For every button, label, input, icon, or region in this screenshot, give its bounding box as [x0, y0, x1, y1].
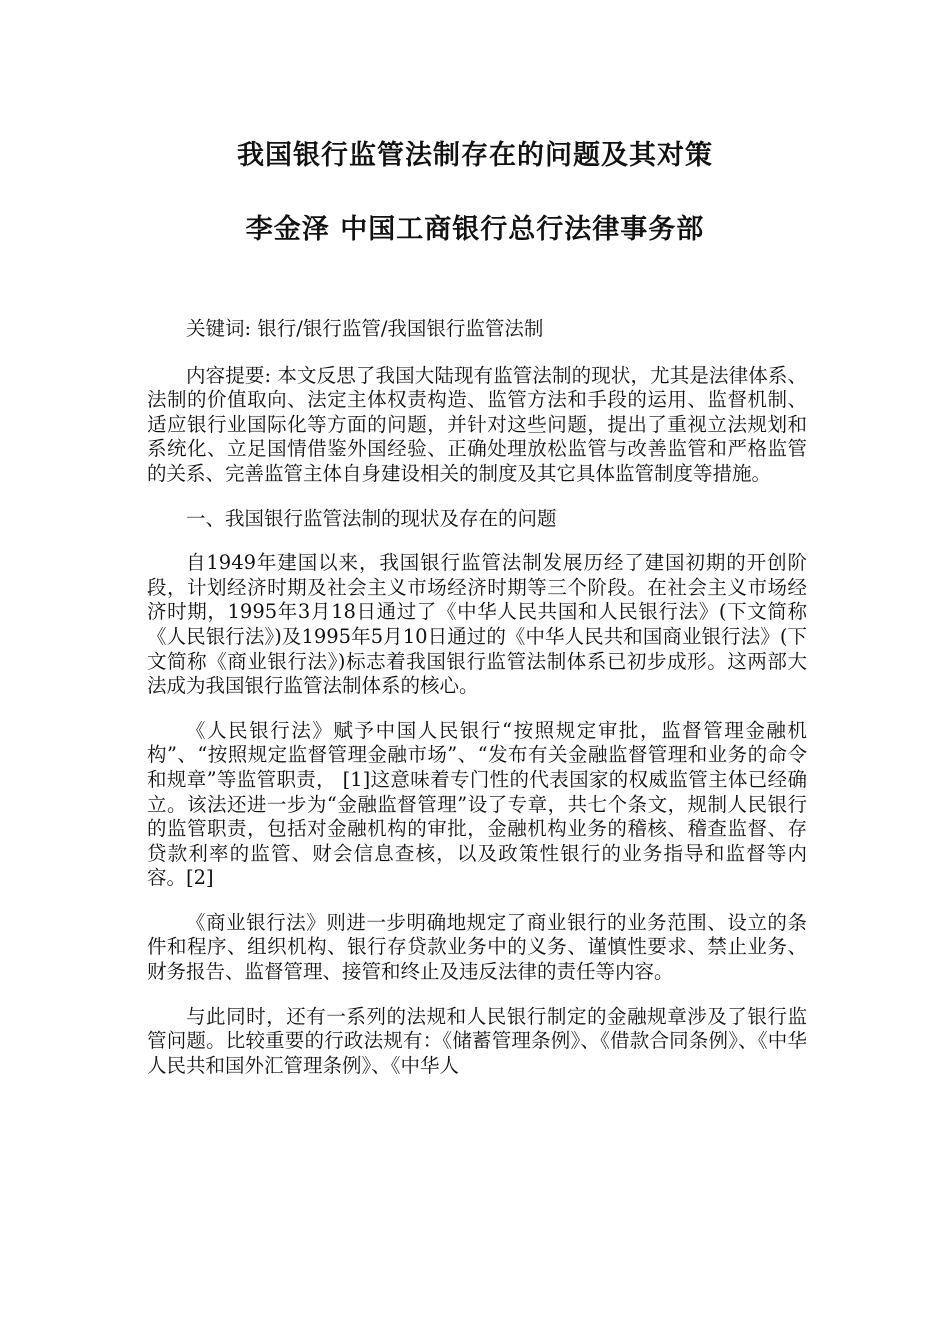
- document-body: [147, 317, 807, 1098]
- abstract-paragraph: 内容提要: 本文反思了我国大陆现有监管法制的现状，尤其是法律体系、法制的价值取向、法定主体权责构造、监管方法和手段的运用、监督机制、适应银行业国际化等方面的问题，并针对这些问题，提出了重视立法规划和系统化、立足国情借鉴外国经验、正确处理放松监管与改善监管和严格监管的关系、完善监管主体自身建设相关的制度及其它具体监管制度等措施。: [147, 363, 807, 485]
- keywords-paragraph: 关键词: 银行/银行监管/我国银行监管法制: [186, 317, 544, 340]
- author-line: 李金泽 中国工商银行总行法律事务部: [245, 214, 705, 245]
- section-heading: 一、我国银行监管法制的现状及存在的问题: [186, 506, 557, 530]
- body-paragraph: 与此同时，还有一系列的法规和人民银行制定的金融规章涉及了银行监管问题。比较重要的行政法规有：《储蓄管理条例》、《借款合同条例》、《中华人民共和国外汇管理条例》、《中华人: [147, 1004, 807, 1077]
- body-paragraph: 自1949年建国以来，我国银行监管法制发展历经了建国初期的开创阶段，计划经济时期及社会主义市场经济时期等三个阶段。在社会主义市场经济时期，1995年3月18日通过了《中华人民共国和人民银行法》(下文简称《人民银行法》)及1995年5月10日通过的《中华人民共和国商业银行法》(下文简称《商业银行法》)标志着我国银行监管法制体系已初步成形。这两部大法成为我国银行监管法制体系的核心。: [147, 551, 807, 698]
- document-title: 我国银行监管法制存在的问题及其对策: [237, 140, 713, 171]
- body-paragraph: 《商业银行法》则进一步明确地规定了商业银行的业务范围、设立的条件和程序、组织机构、银行存贷款业务中的义务、谨慎性要求、禁止业务、财务报告、监督管理、接管和终止及违反法律的责任等内容。: [147, 910, 807, 984]
- body-paragraph: 《人民银行法》赋予中国人民银行“按照规定审批，监督管理金融机构”、“按照规定监督管理金融市场”、“发布有关金融监督管理和业务的命令和规章”等监管职责， [1]这意味着专门性的代表国家的权威监管主体已经确立。该法还进一步为“金融监督管理”设了专章，共七个条文，规制人民银行的监管职责，包括对金融机构的审批，金融机构业务的稽核、稽查监督、存贷款利率的监管、财会信息查核，以及政策性银行的业务指导和监督等内容。[2]: [147, 718, 807, 890]
